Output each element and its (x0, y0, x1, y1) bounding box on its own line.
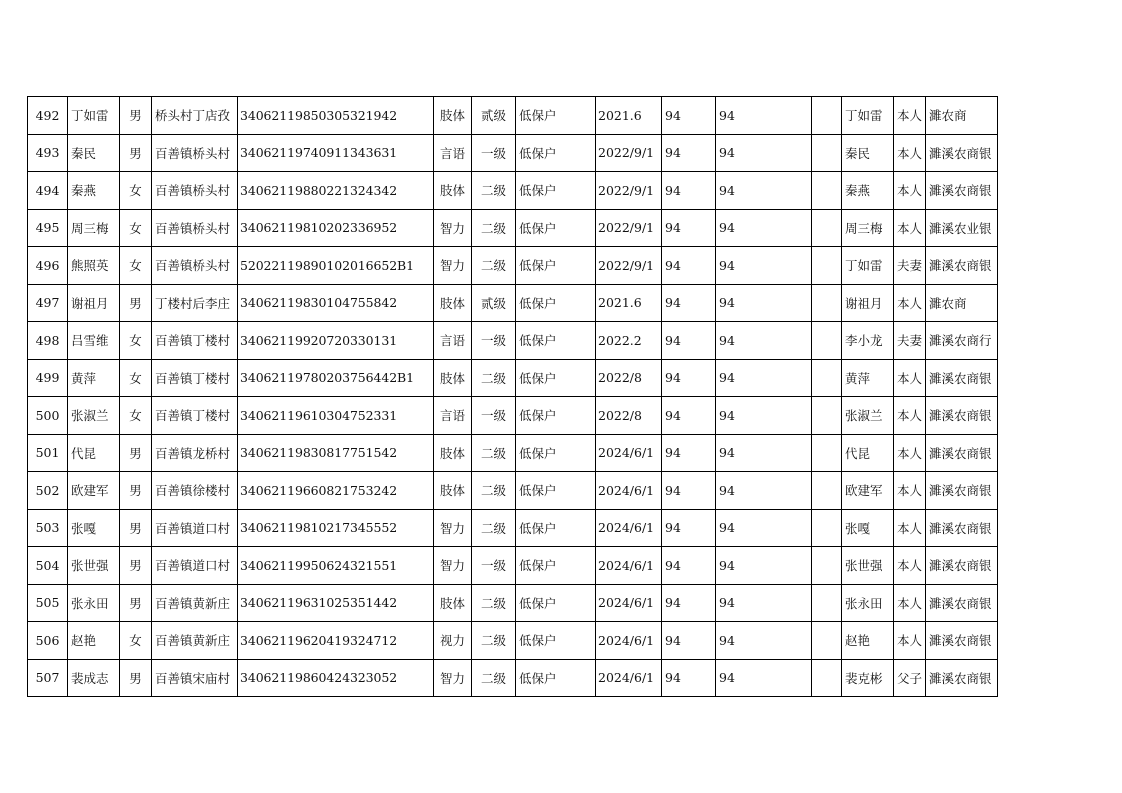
gender-cell: 女 (120, 622, 152, 660)
table-row (28, 247, 998, 285)
disability-type-cell: 视力 (434, 622, 472, 660)
start-date-cell: 2022/9/1 (596, 247, 662, 285)
household-category-cell: 低保户 (516, 97, 596, 135)
id-number-cell: 34062119880221324342 (238, 172, 434, 210)
gender-cell: 男 (120, 284, 152, 322)
empty-cell-cell (812, 97, 842, 135)
start-date-cell: 2024/6/1 (596, 509, 662, 547)
relation-cell: 本人 (894, 547, 926, 585)
empty-cell-cell (812, 284, 842, 322)
disability-type-cell: 言语 (434, 322, 472, 360)
disability-type-cell: 肢体 (434, 472, 472, 510)
row-number-cell: 499 (28, 359, 68, 397)
amount-1-cell: 94 (662, 97, 716, 135)
address-cell: 百善镇宋庙村 (152, 659, 238, 697)
row-number-cell: 500 (28, 397, 68, 435)
amount-2-cell: 94 (716, 622, 812, 660)
disability-type-cell: 肢体 (434, 584, 472, 622)
start-date-cell: 2021.6 (596, 97, 662, 135)
address-cell: 百善镇龙桥村 (152, 434, 238, 472)
empty-cell-cell (812, 622, 842, 660)
amount-1-cell: 94 (662, 509, 716, 547)
household-category-cell: 低保户 (516, 284, 596, 322)
household-category-cell: 低保户 (516, 322, 596, 360)
household-category-cell: 低保户 (516, 134, 596, 172)
bank-name-cell: 濉溪农商银 (926, 359, 998, 397)
bank-name-cell: 濉溪农商行 (926, 322, 998, 360)
id-number-cell: 340621198503053​21942 (238, 97, 434, 135)
payee-name-cell: 裴克彬 (842, 659, 894, 697)
relation-cell: 本人 (894, 622, 926, 660)
empty-cell-cell (812, 472, 842, 510)
empty-cell-cell (812, 547, 842, 585)
table-row (28, 172, 998, 210)
empty-cell-cell (812, 434, 842, 472)
start-date-cell: 2024/6/1 (596, 659, 662, 697)
table-row (28, 209, 998, 247)
empty-cell-cell (812, 397, 842, 435)
gender-cell: 男 (120, 509, 152, 547)
amount-2-cell: 94 (716, 97, 812, 135)
payee-name-cell: 秦燕 (842, 172, 894, 210)
start-date-cell: 2021.6 (596, 284, 662, 322)
amount-1-cell: 94 (662, 209, 716, 247)
payee-name-cell: 张嘎 (842, 509, 894, 547)
amount-1-cell: 94 (662, 659, 716, 697)
disability-level-cell: 二级 (472, 659, 516, 697)
table-row (28, 134, 998, 172)
amount-1-cell: 94 (662, 584, 716, 622)
empty-cell-cell (812, 509, 842, 547)
start-date-cell: 2024/6/1 (596, 547, 662, 585)
person-name-cell: 欧建军 (68, 472, 120, 510)
amount-2-cell: 94 (716, 509, 812, 547)
start-date-cell: 2024/6/1 (596, 622, 662, 660)
relation-cell: 本人 (894, 397, 926, 435)
person-name-cell: 裴成志 (68, 659, 120, 697)
disability-type-cell: 智力 (434, 509, 472, 547)
payee-name-cell: 欧建军 (842, 472, 894, 510)
table-row (28, 584, 998, 622)
payee-name-cell: 李小龙 (842, 322, 894, 360)
household-category-cell: 低保户 (516, 472, 596, 510)
id-number-cell: 34062119810202336952 (238, 209, 434, 247)
amount-2-cell: 94 (716, 172, 812, 210)
id-number-cell: 34062119620419324712 (238, 622, 434, 660)
start-date-cell: 2022/9/1 (596, 134, 662, 172)
disability-level-cell: 二级 (472, 509, 516, 547)
start-date-cell: 2022/8 (596, 397, 662, 435)
disability-type-cell: 肢体 (434, 172, 472, 210)
id-number-cell: 34062119631025351442 (238, 584, 434, 622)
bank-name-cell: 濉溪农业银 (926, 209, 998, 247)
amount-1-cell: 94 (662, 622, 716, 660)
amount-2-cell: 94 (716, 584, 812, 622)
start-date-cell: 2024/6/1 (596, 472, 662, 510)
gender-cell: 女 (120, 247, 152, 285)
amount-2-cell: 94 (716, 397, 812, 435)
person-name-cell: 丁如雷 (68, 97, 120, 135)
person-name-cell: 张嘎 (68, 509, 120, 547)
gender-cell: 女 (120, 397, 152, 435)
gender-cell: 男 (120, 584, 152, 622)
person-name-cell: 秦民 (68, 134, 120, 172)
id-number-cell: 34062119830104755842 (238, 284, 434, 322)
disability-level-cell: 二级 (472, 172, 516, 210)
row-number-cell: 504 (28, 547, 68, 585)
payee-name-cell: 谢祖月 (842, 284, 894, 322)
payee-name-cell: 张永田 (842, 584, 894, 622)
id-number-cell: 34062119860424323052 (238, 659, 434, 697)
bank-name-cell: 濉溪农商银 (926, 509, 998, 547)
table-row (28, 622, 998, 660)
amount-2-cell: 94 (716, 247, 812, 285)
bank-name-cell: 濉溪农商银 (926, 247, 998, 285)
relation-cell: 本人 (894, 584, 926, 622)
household-category-cell: 低保户 (516, 547, 596, 585)
id-number-cell: 34062119780203756442B1 (238, 359, 434, 397)
address-cell: 百善镇桥头村 (152, 172, 238, 210)
table-row (28, 322, 998, 360)
relation-cell: 夫妻 (894, 322, 926, 360)
disability-type-cell: 言语 (434, 397, 472, 435)
address-cell: 百善镇桥头村 (152, 134, 238, 172)
amount-2-cell: 94 (716, 359, 812, 397)
amount-2-cell: 94 (716, 434, 812, 472)
amount-2-cell: 94 (716, 472, 812, 510)
row-number-cell: 492 (28, 97, 68, 135)
disability-type-cell: 肢体 (434, 434, 472, 472)
bank-name-cell: 濉溪农商银 (926, 547, 998, 585)
bank-name-cell: 濉溪农商银 (926, 397, 998, 435)
row-number-cell: 503 (28, 509, 68, 547)
person-name-cell: 谢祖月 (68, 284, 120, 322)
amount-1-cell: 94 (662, 434, 716, 472)
disability-level-cell: 一级 (472, 547, 516, 585)
amount-1-cell: 94 (662, 172, 716, 210)
person-name-cell: 熊照英 (68, 247, 120, 285)
amount-1-cell: 94 (662, 322, 716, 360)
row-number-cell: 495 (28, 209, 68, 247)
row-number-cell: 501 (28, 434, 68, 472)
bank-name-cell: 濉溪农商银 (926, 472, 998, 510)
bank-name-cell: 濉溪农商银 (926, 434, 998, 472)
person-name-cell: 代昆 (68, 434, 120, 472)
id-number-cell: 34062119740911343631 (238, 134, 434, 172)
table-row (28, 434, 998, 472)
id-number-cell: 34062119610304752331 (238, 397, 434, 435)
payee-name-cell: 代昆 (842, 434, 894, 472)
relation-cell: 本人 (894, 434, 926, 472)
bank-name-cell: 濉农商 (926, 284, 998, 322)
gender-cell: 女 (120, 209, 152, 247)
amount-1-cell: 94 (662, 359, 716, 397)
gender-cell: 女 (120, 322, 152, 360)
address-cell: 百善镇道口村 (152, 547, 238, 585)
amount-1-cell: 94 (662, 134, 716, 172)
empty-cell-cell (812, 209, 842, 247)
start-date-cell: 2022/9/1 (596, 209, 662, 247)
payee-name-cell: 黄萍 (842, 359, 894, 397)
gender-cell: 男 (120, 434, 152, 472)
payee-name-cell: 赵艳 (842, 622, 894, 660)
empty-cell-cell (812, 359, 842, 397)
empty-cell-cell (812, 584, 842, 622)
bank-name-cell: 濉溪农商银 (926, 134, 998, 172)
household-category-cell: 低保户 (516, 659, 596, 697)
disability-level-cell: 贰级 (472, 97, 516, 135)
household-category-cell: 低保户 (516, 209, 596, 247)
relation-cell: 本人 (894, 284, 926, 322)
table-row (28, 509, 998, 547)
amount-1-cell: 94 (662, 472, 716, 510)
address-cell: 百善镇丁楼村 (152, 322, 238, 360)
household-category-cell: 低保户 (516, 622, 596, 660)
disability-level-cell: 二级 (472, 622, 516, 660)
amount-2-cell: 94 (716, 284, 812, 322)
start-date-cell: 2022/9/1 (596, 172, 662, 210)
id-number-cell: 52022119890102016652B1 (238, 247, 434, 285)
disability-type-cell: 肢体 (434, 284, 472, 322)
amount-2-cell: 94 (716, 134, 812, 172)
disability-level-cell: 二级 (472, 584, 516, 622)
payee-name-cell: 周三梅 (842, 209, 894, 247)
address-cell: 百善镇黄新庄 (152, 584, 238, 622)
bank-name-cell: 濉溪农商银 (926, 172, 998, 210)
relation-cell: 本人 (894, 97, 926, 135)
start-date-cell: 2024/6/1 (596, 584, 662, 622)
gender-cell: 男 (120, 659, 152, 697)
relation-cell: 夫妻 (894, 247, 926, 285)
disability-level-cell: 一级 (472, 397, 516, 435)
disability-level-cell: 贰级 (472, 284, 516, 322)
address-cell: 百善镇桥头村 (152, 247, 238, 285)
start-date-cell: 2024/6/1 (596, 434, 662, 472)
person-name-cell: 赵艳 (68, 622, 120, 660)
amount-2-cell: 94 (716, 322, 812, 360)
row-number-cell: 505 (28, 584, 68, 622)
address-cell: 桥头村丁店孜 (152, 97, 238, 135)
person-name-cell: 张淑兰 (68, 397, 120, 435)
row-number-cell: 493 (28, 134, 68, 172)
household-category-cell: 低保户 (516, 509, 596, 547)
household-category-cell: 低保户 (516, 172, 596, 210)
start-date-cell: 2022.2 (596, 322, 662, 360)
gender-cell: 女 (120, 172, 152, 210)
data-table (27, 96, 998, 697)
relation-cell: 父子 (894, 659, 926, 697)
row-number-cell: 496 (28, 247, 68, 285)
start-date-cell: 2022/8 (596, 359, 662, 397)
table-row (28, 359, 998, 397)
person-name-cell: 周三梅 (68, 209, 120, 247)
table-row (28, 284, 998, 322)
relation-cell: 本人 (894, 509, 926, 547)
household-category-cell: 低保户 (516, 397, 596, 435)
gender-cell: 男 (120, 134, 152, 172)
disability-type-cell: 智力 (434, 247, 472, 285)
table-row (28, 97, 998, 135)
disability-type-cell: 智力 (434, 659, 472, 697)
disability-type-cell: 言语 (434, 134, 472, 172)
disability-type-cell: 智力 (434, 209, 472, 247)
bank-name-cell: 濉农商 (926, 97, 998, 135)
id-number-cell: 34062119810217345552 (238, 509, 434, 547)
disability-type-cell: 肢体 (434, 359, 472, 397)
empty-cell-cell (812, 172, 842, 210)
household-category-cell: 低保户 (516, 584, 596, 622)
gender-cell: 男 (120, 97, 152, 135)
address-cell: 丁楼村后李庄 (152, 284, 238, 322)
table-row (28, 659, 998, 697)
gender-cell: 男 (120, 472, 152, 510)
payee-name-cell: 丁如雷 (842, 97, 894, 135)
disability-type-cell: 肢体 (434, 97, 472, 135)
id-number-cell: 34062119920720330131 (238, 322, 434, 360)
disability-level-cell: 二级 (472, 359, 516, 397)
amount-2-cell: 94 (716, 659, 812, 697)
payee-name-cell: 张世强 (842, 547, 894, 585)
relation-cell: 本人 (894, 359, 926, 397)
row-number-cell: 506 (28, 622, 68, 660)
relation-cell: 本人 (894, 134, 926, 172)
relation-cell: 本人 (894, 209, 926, 247)
relation-cell: 本人 (894, 472, 926, 510)
disability-level-cell: 二级 (472, 209, 516, 247)
disability-level-cell: 二级 (472, 247, 516, 285)
person-name-cell: 黄萍 (68, 359, 120, 397)
row-number-cell: 494 (28, 172, 68, 210)
id-number-cell: 34062119830817751542 (238, 434, 434, 472)
address-cell: 百善镇丁楼村 (152, 359, 238, 397)
bank-name-cell: 濉溪农商银 (926, 622, 998, 660)
empty-cell-cell (812, 247, 842, 285)
disability-level-cell: 一级 (472, 134, 516, 172)
empty-cell-cell (812, 322, 842, 360)
address-cell: 百善镇桥头村 (152, 209, 238, 247)
person-name-cell: 吕雪维 (68, 322, 120, 360)
address-cell: 百善镇丁楼村 (152, 397, 238, 435)
bank-name-cell: 濉溪农商银 (926, 659, 998, 697)
household-category-cell: 低保户 (516, 247, 596, 285)
row-number-cell: 502 (28, 472, 68, 510)
table-row (28, 397, 998, 435)
gender-cell: 男 (120, 547, 152, 585)
row-number-cell: 498 (28, 322, 68, 360)
household-category-cell: 低保户 (516, 359, 596, 397)
address-cell: 百善镇黄新庄 (152, 622, 238, 660)
table-row (28, 547, 998, 585)
person-name-cell: 秦燕 (68, 172, 120, 210)
household-category-cell: 低保户 (516, 434, 596, 472)
empty-cell-cell (812, 134, 842, 172)
disability-level-cell: 一级 (472, 322, 516, 360)
address-cell: 百善镇道口村 (152, 509, 238, 547)
address-cell: 百善镇徐楼村 (152, 472, 238, 510)
row-number-cell: 507 (28, 659, 68, 697)
amount-2-cell: 94 (716, 209, 812, 247)
disability-type-cell: 智力 (434, 547, 472, 585)
id-number-cell: 34062119950624321551 (238, 547, 434, 585)
amount-1-cell: 94 (662, 247, 716, 285)
gender-cell: 女 (120, 359, 152, 397)
disability-level-cell: 二级 (472, 472, 516, 510)
payee-name-cell: 张淑兰 (842, 397, 894, 435)
bank-name-cell: 濉溪农商银 (926, 584, 998, 622)
id-number-cell: 34062119660821753242 (238, 472, 434, 510)
amount-2-cell: 94 (716, 547, 812, 585)
payee-name-cell: 秦民 (842, 134, 894, 172)
empty-cell-cell (812, 659, 842, 697)
payee-name-cell: 丁如雷 (842, 247, 894, 285)
person-name-cell: 张永田 (68, 584, 120, 622)
disability-level-cell: 二级 (472, 434, 516, 472)
table-body (28, 97, 998, 697)
amount-1-cell: 94 (662, 547, 716, 585)
amount-1-cell: 94 (662, 397, 716, 435)
amount-1-cell: 94 (662, 284, 716, 322)
row-number-cell: 497 (28, 284, 68, 322)
relation-cell: 本人 (894, 172, 926, 210)
person-name-cell: 张世强 (68, 547, 120, 585)
table-row (28, 472, 998, 510)
